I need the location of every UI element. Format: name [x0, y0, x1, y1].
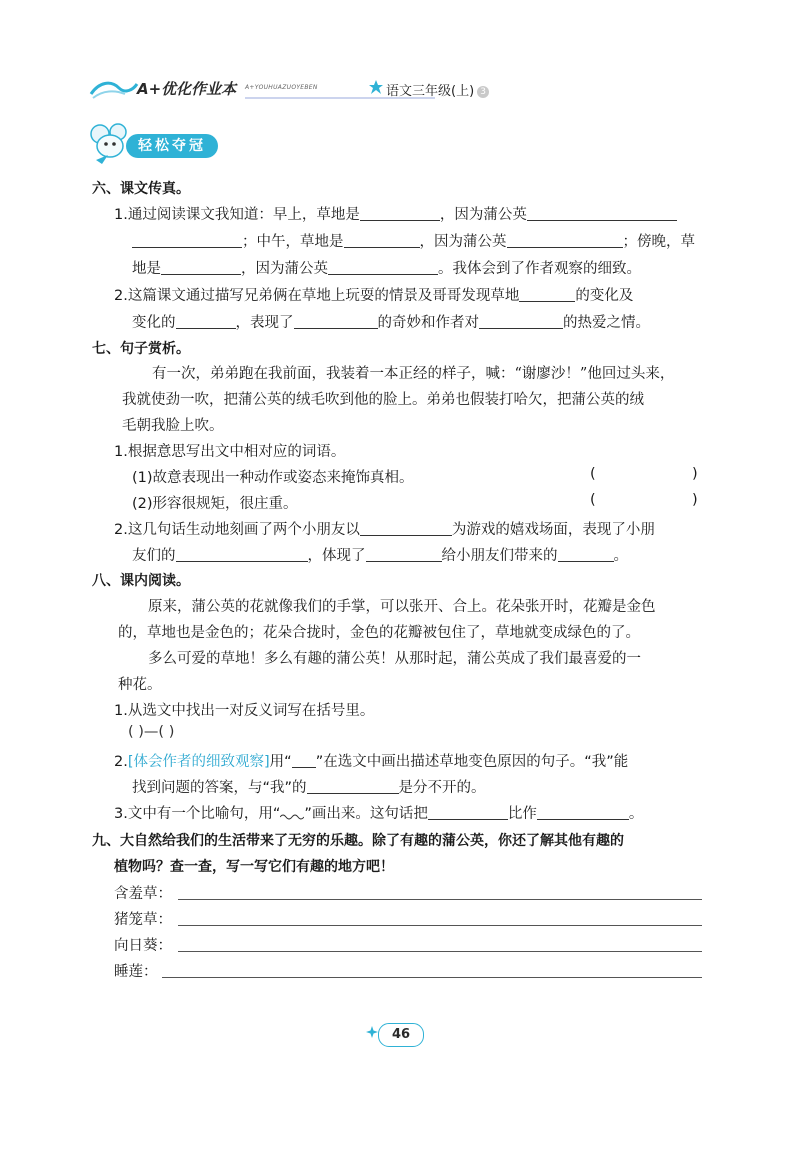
- s6-q1-text-f: 地是: [132, 261, 161, 277]
- section-9-title-line2: 植物吗？查一查，写一写它们有趣的地方吧！: [114, 859, 394, 875]
- plant-label-mimosa: 含羞草：: [114, 886, 172, 902]
- s8-passage-line3: 多么可爱的草地！多么有趣的蒲公英！从那时起，蒲公英成了我们最喜爱的一: [148, 651, 641, 667]
- answer-blank[interactable]: [519, 287, 575, 302]
- s6-q2-text-c: 变化的: [132, 315, 176, 331]
- s6-q1-line1: [114, 203, 677, 224]
- paren-open: (: [590, 492, 596, 508]
- s6-q1-text-b: ，因为蒲公英: [439, 207, 527, 223]
- s8-q1: 1.从选文中找出一对反义词写在括号里。: [114, 703, 375, 719]
- answer-blank[interactable]: [294, 314, 378, 329]
- s6-q2-text-f: 的热爱之情。: [563, 315, 650, 331]
- s6-q2-text-e: 的奇妙和作者对: [377, 315, 479, 331]
- answer-blank[interactable]: [161, 260, 241, 275]
- writing-line[interactable]: [178, 924, 702, 926]
- s8-q1-answer-brackets[interactable]: ( )—( ): [128, 724, 175, 740]
- s7-q2-text-c: 友们的: [132, 548, 176, 564]
- s8-q3-line: [114, 802, 643, 823]
- section-7-title: 七、句子赏析。: [92, 341, 190, 357]
- s7-q1-item2: (2)形容很规矩，很庄重。: [132, 496, 298, 512]
- wave-logo-icon: [89, 76, 139, 100]
- wavy-line-symbol: [280, 811, 304, 821]
- answer-blank[interactable]: [428, 805, 508, 820]
- answer-blank[interactable]: [507, 233, 623, 248]
- section-9-title-line1: 九、大自然给我们的生活带来了无穷的乐趣。除了有趣的蒲公英，你还了解其他有趣的: [92, 833, 624, 849]
- section-8-title: 八、课内阅读。: [92, 573, 190, 589]
- answer-blank[interactable]: [360, 521, 452, 536]
- s8-q2-text-d: 是分不开的。: [398, 780, 486, 796]
- grade-number-badge: 3: [477, 86, 489, 98]
- s6-q1-text-a: 1.通过阅读课文我知道：早上，草地是: [114, 207, 360, 223]
- s6-q1-line2: [132, 230, 695, 251]
- s8-q2-line2: [132, 776, 486, 797]
- answer-blank[interactable]: [132, 233, 242, 248]
- s6-q2-text-a: 2.这篇课文通过描写兄弟俩在草地上玩耍的情景及哥哥发现草地: [114, 288, 520, 304]
- s7-q2-text-b: 为游戏的嬉戏场面，表现了小朋: [451, 522, 655, 538]
- s7-q2-text-a: 2.这几句话生动地刻画了两个小朋友以: [114, 522, 360, 538]
- grade-label: [386, 80, 489, 99]
- answer-blank[interactable]: [176, 314, 236, 329]
- s6-q1-text-g: ，因为蒲公英: [241, 261, 328, 277]
- s8-q3-text-a: 3.文中有一个比喻句，用“: [114, 806, 281, 822]
- grade-text: 语文三年级(上): [386, 84, 475, 99]
- answer-blank[interactable]: [176, 547, 308, 562]
- badge-label: 轻松夺冠: [126, 134, 218, 158]
- sparkle-icon: [366, 1026, 378, 1038]
- s7-q2-text-d: ，体现了: [307, 548, 366, 564]
- answer-blank[interactable]: [360, 206, 440, 221]
- s8-q2-line1: [114, 750, 628, 771]
- star-icon: [369, 80, 383, 94]
- s8-q2-number: 2.: [114, 754, 128, 770]
- s8-q3-text-d: 。: [628, 806, 644, 822]
- plant-label-sunflower: 向日葵：: [114, 938, 172, 954]
- brand-title: A+优化作业本: [137, 80, 237, 98]
- s6-q2-text-b: 的变化及: [575, 288, 634, 304]
- paren-open: (: [590, 466, 596, 482]
- answer-blank[interactable]: [366, 547, 442, 562]
- s8-q2-text-b: ”在选文中画出描述草地变色原因的句子。“我”能: [315, 754, 629, 770]
- s8-q2-text-c: 找到问题的答案，与“我”的: [132, 780, 307, 796]
- section-badge: [88, 122, 228, 164]
- writing-line[interactable]: [178, 898, 702, 900]
- answer-blank[interactable]: [344, 233, 420, 248]
- s7-q2-line2: [132, 544, 628, 565]
- plant-label-waterlily: 睡莲：: [114, 964, 158, 980]
- s6-q1-line3: [132, 257, 641, 278]
- s6-q1-text-d: ，因为蒲公英: [419, 234, 507, 250]
- s7-passage-line1: 有一次，弟弟跑在我前面，我装着一本正经的样子，喊：“谢廖沙！”他回过头来，: [152, 366, 675, 382]
- s8-q2-text-a: 用“: [269, 754, 292, 770]
- plant-label-pitcher: 猪笼草：: [114, 912, 172, 928]
- s6-q2-text-d: ，表现了: [235, 315, 294, 331]
- section-6-title: 六、课文传真。: [92, 181, 190, 197]
- s8-q3-text-c: 比作: [507, 806, 537, 822]
- s7-passage-line3: 毛朝我脸上吹。: [122, 418, 224, 434]
- s6-q1-text-h: 。我体会到了作者观察的细致。: [438, 261, 641, 277]
- s6-q1-text-e: ；傍晚，草: [622, 234, 695, 250]
- s7-q2-text-e: 给小朋友们带来的: [441, 548, 558, 564]
- skill-tag: [体会作者的细致观察]: [127, 754, 270, 770]
- s8-passage-line4: 种花。: [118, 677, 162, 693]
- answer-blank[interactable]: [328, 260, 438, 275]
- straight-line-symbol: [292, 753, 316, 768]
- brand-subtitle: A+YOUHUAZUOYEBEN: [245, 84, 318, 91]
- s8-passage-line2: 的，草地也是金色的；花朵合拢时，金色的花瓣被包住了，草地就变成绿色的了。: [118, 625, 640, 641]
- s8-passage-line1: 原来，蒲公英的花就像我们的手掌，可以张开、合上。花朵张开时，花瓣是金色: [148, 599, 656, 615]
- s7-passage-line2: 我就使劲一吹，把蒲公英的绒毛吹到他的脸上。弟弟也假装打哈欠，把蒲公英的绒: [122, 392, 644, 408]
- s6-q1-text-c: ；中午，草地是: [242, 234, 344, 250]
- s7-q2-line1: [114, 518, 655, 539]
- s7-q1: 1.根据意思写出文中相对应的词语。: [114, 444, 346, 460]
- s7-q2-text-f: 。: [613, 548, 628, 564]
- page-number: 46: [378, 1023, 424, 1047]
- s6-q2-line1: [114, 284, 633, 305]
- s6-q2-line2: [132, 311, 650, 332]
- answer-blank[interactable]: [527, 206, 677, 221]
- answer-blank[interactable]: [307, 779, 399, 794]
- answer-blank[interactable]: [479, 314, 563, 329]
- answer-blank[interactable]: [537, 805, 629, 820]
- answer-blank[interactable]: [558, 547, 614, 562]
- paren-close: ): [692, 492, 698, 508]
- paren-close: ): [692, 466, 698, 482]
- s7-q1-item1: (1)故意表现出一种动作或姿态来掩饰真相。: [132, 470, 414, 486]
- s8-q3-text-b: ”画出来。这句话把: [304, 806, 428, 822]
- writing-line[interactable]: [162, 976, 702, 978]
- writing-line[interactable]: [178, 950, 702, 952]
